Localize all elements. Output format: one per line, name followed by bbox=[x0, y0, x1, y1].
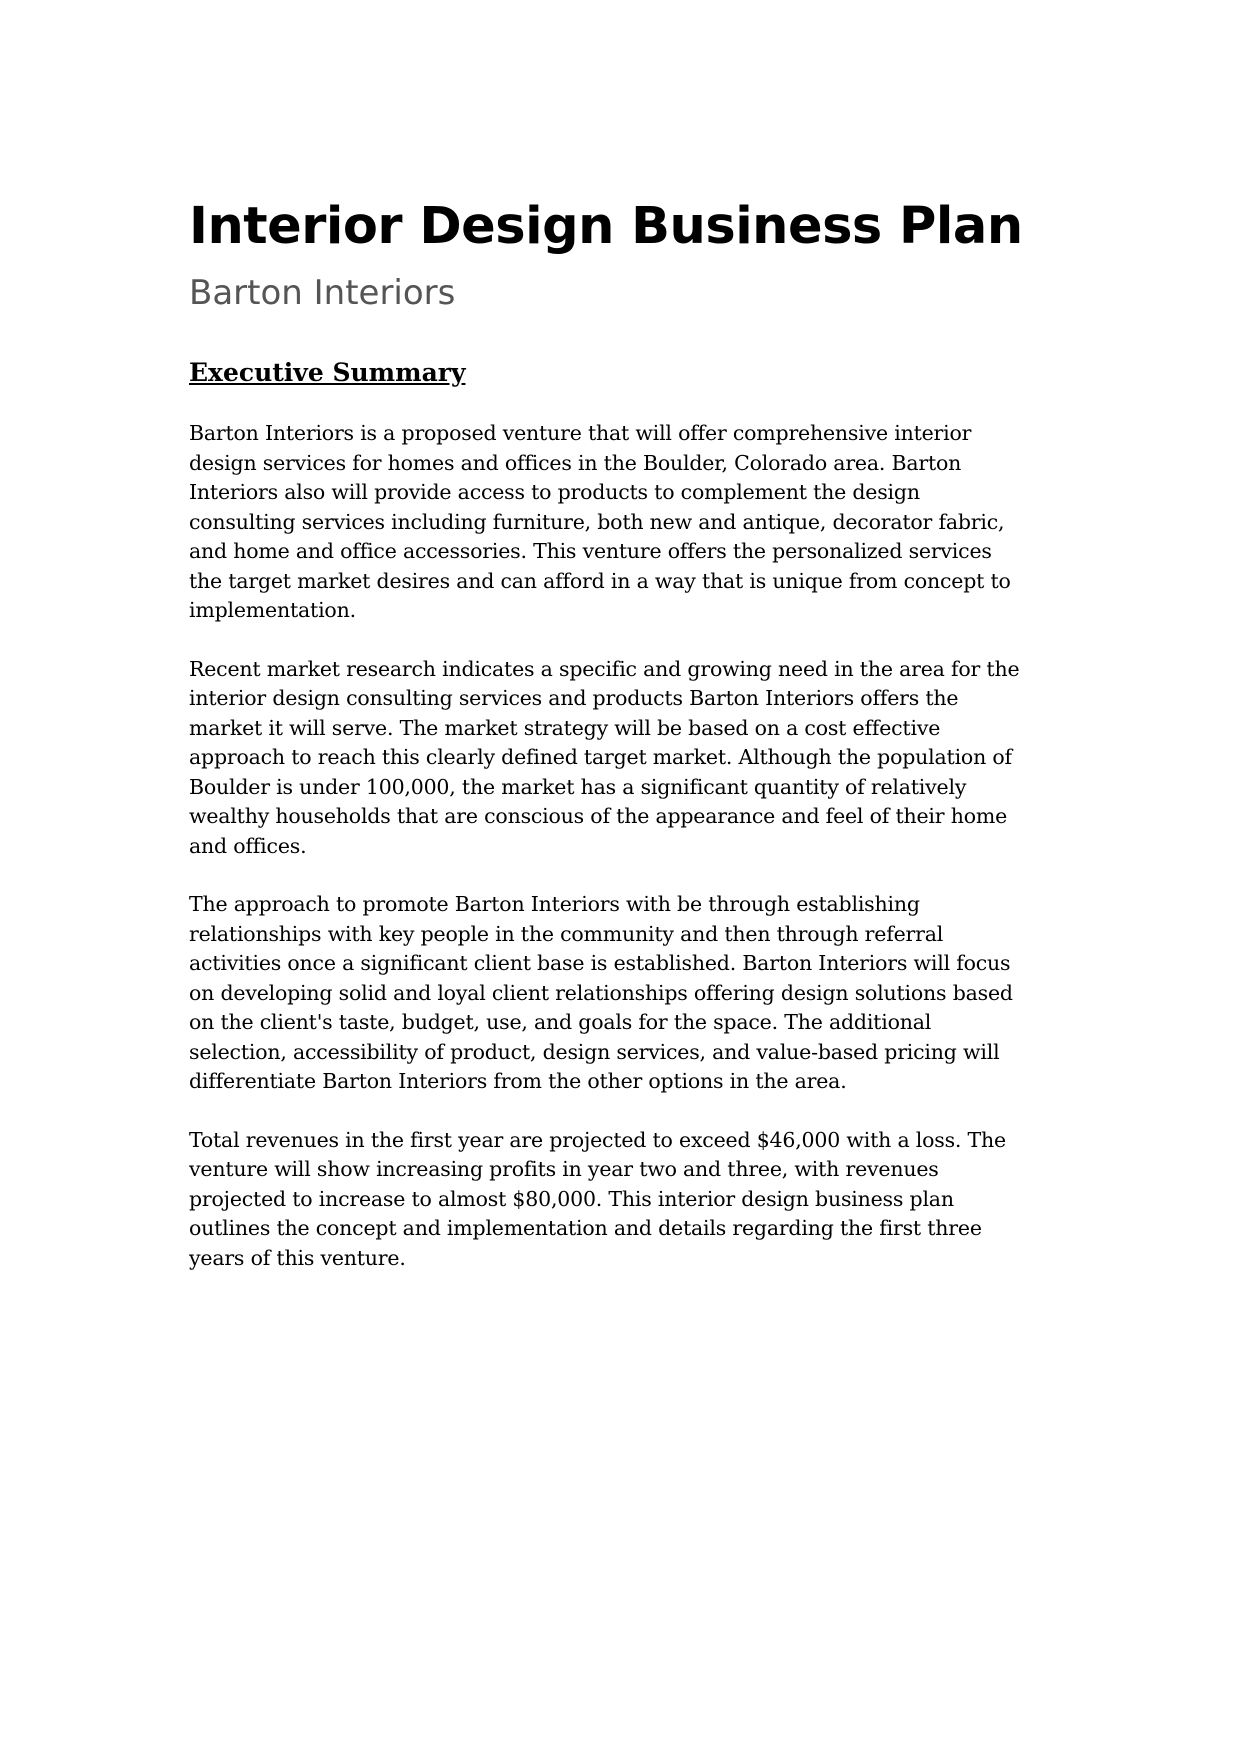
document-subtitle: Barton Interiors bbox=[189, 273, 456, 313]
paragraph-1: Barton Interiors is a proposed venture that will offer comprehensive interior design services for homes and offices in the Boulder, Colorado area. Barton Interiors also will provide access to products to complement the design consulting services including furniture, both new and antique, decorator fabric, and home and office accessories. This venture offers the personalized services the target market desires and can afford in a way that is unique from concept to implementation. bbox=[189, 421, 1011, 622]
paragraph-3: The approach to promote Barton Interiors with be through establishing relationships with key people in the community and then through referral activities once a significant client base is established. Barton Interiors will focus on developing solid and loyal client relationships offering design solutions based on the client's taste, budget, use, and goals for the space. The additional selection, accessibility of product, design services, and value-based pricing will differentiate Barton Interiors from the other options in the area. bbox=[189, 892, 1013, 1093]
section-heading-executive-summary: Executive Summary bbox=[189, 358, 466, 387]
paragraph-4: Total revenues in the first year are projected to exceed $46,000 with a loss. The venture will show increasing profits in year two and three, with revenues projected to increase to almost $80,000. This interior design business plan outlines the concept and implementation and details regarding the first three years of this venture. bbox=[189, 1127, 1006, 1270]
paragraph-2: Recent market research indicates a specific and growing need in the area for the interior design consulting services and products Barton Interiors offers the market it will serve. The market strategy will be based on a cost effective approach to reach this clearly defined target market. Although the population of Boulder is under 100,000, the market has a significant quantity of relatively wealthy households that are conscious of the appearance and feel of their home and offices. bbox=[189, 656, 1020, 858]
document-page bbox=[189, 195, 1069, 1273]
document-title: Interior Design Business Plan bbox=[189, 197, 1023, 256]
